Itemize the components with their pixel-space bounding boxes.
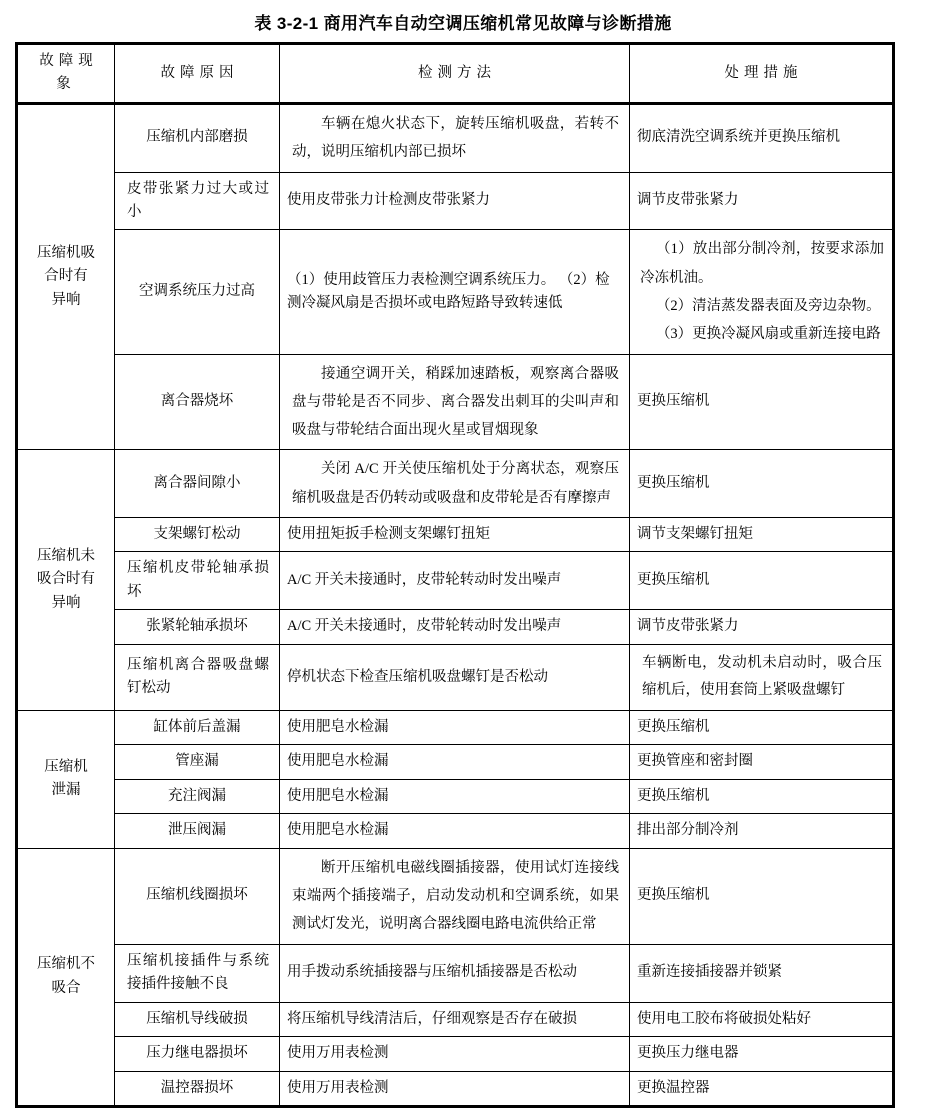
category-line: 泄漏	[51, 782, 81, 799]
method-cell: 使用肥皂水检漏	[280, 745, 630, 779]
action-cell	[630, 230, 894, 354]
category-line: 吸合	[51, 979, 81, 996]
action-cell: 调节皮带张紧力	[630, 610, 894, 644]
cause-cell: 缸体前后盖漏	[115, 710, 280, 744]
action-cell: 使用电工胶布将破损处粘好	[630, 1002, 894, 1036]
cause-cell: 空调系统压力过高	[115, 230, 280, 354]
table-row	[17, 848, 894, 944]
header-fault-symptom-label: 故障现象	[39, 53, 98, 93]
header-fault-symptom	[17, 44, 115, 104]
header-detection-method-label: 检测方法	[418, 64, 496, 81]
method-cell: 停机状态下检查压缩机吸盘螺钉是否松动	[280, 644, 630, 710]
action-cell: 车辆断电，发动机未启动时，吸合压缩机后，使用套筒上紧吸盘螺钉	[630, 644, 894, 710]
action-cell: 更换温控器	[630, 1071, 894, 1106]
category-cell-group-2	[17, 450, 115, 711]
method-cell: 使用肥皂水检漏	[280, 779, 630, 813]
method-list-item: （2）检测冷凝风扇是否损坏或电路短路导致转速低	[287, 271, 610, 311]
category-line: 压缩机吸	[37, 244, 95, 261]
action-cell: 彻底清洗空调系统并更换压缩机	[630, 103, 894, 172]
method-list-item: （1）使用歧管压力表检测空调系统压力。	[287, 271, 556, 288]
cause-cell: 离合器间隙小	[115, 450, 280, 518]
action-cell: 调节皮带张紧力	[630, 172, 894, 230]
action-cell: 更换压缩机	[630, 848, 894, 944]
cause-cell: 皮带张紧力过大或过小	[115, 172, 280, 230]
method-cell: 使用肥皂水检漏	[280, 710, 630, 744]
method-cell: 使用肥皂水检漏	[280, 814, 630, 848]
action-cell: 重新连接插接器并锁紧	[630, 944, 894, 1002]
table-row	[17, 517, 894, 551]
table-caption: 表 3-2-1 商用汽车自动空调压缩机常见故障与诊断措施	[254, 14, 672, 33]
table-row	[17, 779, 894, 813]
method-cell: 使用万用表检测	[280, 1071, 630, 1106]
cause-cell: 充注阀漏	[115, 779, 280, 813]
action-cell: 更换压缩机	[630, 354, 894, 450]
table-header	[17, 44, 894, 104]
action-cell: 更换管座和密封圈	[630, 745, 894, 779]
action-cell: 更换压缩机	[630, 552, 894, 610]
cause-cell: 压缩机皮带轮轴承损坏	[115, 552, 280, 610]
header-fault-cause	[115, 44, 280, 104]
category-line: 异响	[51, 291, 81, 308]
category-cell-group-1	[17, 103, 115, 449]
cause-cell: 压缩机离合器吸盘螺钉松动	[115, 644, 280, 710]
category-line: 压缩机未	[37, 547, 95, 564]
header-treatment-measure	[630, 44, 894, 104]
category-cell-group-4	[17, 848, 115, 1106]
header-treatment-measure-label: 处理措施	[724, 64, 803, 81]
table-row	[17, 644, 894, 710]
table-row	[17, 745, 894, 779]
table-row	[17, 172, 894, 230]
table-row	[17, 610, 894, 644]
table-row	[17, 230, 894, 354]
cause-cell: 压力继电器损坏	[115, 1037, 280, 1071]
method-cell: 将压缩机导线清洁后，仔细观察是否存在破损	[280, 1002, 630, 1036]
method-cell: 关闭 A/C 开关使压缩机处于分离状态，观察压缩机吸盘是否仍转动或吸盘和皮带轮是否有摩擦声	[280, 450, 630, 518]
method-cell: 使用万用表检测	[280, 1037, 630, 1071]
cause-cell: 支架螺钉松动	[115, 517, 280, 551]
cause-cell: 管座漏	[115, 745, 280, 779]
method-cell: 使用皮带张力计检测皮带张紧力	[280, 172, 630, 230]
table-row	[17, 1002, 894, 1036]
method-cell: A/C 开关未接通时，皮带轮转动时发出噪声	[280, 610, 630, 644]
action-list-item: （2）清洁蒸发器表面及旁边杂物。	[655, 298, 881, 314]
cause-cell: 压缩机线圈损坏	[115, 848, 280, 944]
table-row	[17, 552, 894, 610]
cause-cell: 压缩机接插件与系统接插件接触不良	[115, 944, 280, 1002]
method-cell: 使用扭矩扳手检测支架螺钉扭矩	[280, 517, 630, 551]
category-line: 压缩机不	[37, 956, 95, 973]
method-cell: 用手拨动系统插接器与压缩机插接器是否松动	[280, 944, 630, 1002]
category-line: 吸合时有	[37, 571, 95, 588]
table-row	[17, 103, 894, 172]
method-cell: 接通空调开关，稍踩加速踏板，观察离合器吸盘与带轮是否不同步、离合器发出刺耳的尖叫声和吸盘与带轮结合面出现火星或冒烟现象	[280, 354, 630, 450]
table-body	[17, 103, 894, 1106]
cause-cell: 温控器损坏	[115, 1071, 280, 1106]
action-cell: 更换压缩机	[630, 779, 894, 813]
method-cell: 车辆在熄火状态下，旋转压缩机吸盘，若转不动，说明压缩机内部已损坏	[280, 103, 630, 172]
table-row	[17, 1071, 894, 1106]
action-cell: 更换压力继电器	[630, 1037, 894, 1071]
header-fault-cause-label: 故障原因	[160, 64, 239, 81]
action-list-item: （1）放出部分制冷剂，按要求添加冷冻机油。	[640, 241, 884, 286]
cause-cell: 张紧轮轴承损坏	[115, 610, 280, 644]
action-cell: 更换压缩机	[630, 710, 894, 744]
table-row	[17, 1037, 894, 1071]
header-detection-method	[280, 44, 630, 104]
cause-cell: 压缩机导线破损	[115, 1002, 280, 1036]
table-row	[17, 814, 894, 848]
fault-diagnosis-table	[15, 42, 895, 1108]
category-line: 压缩机	[44, 758, 88, 775]
header-row	[17, 44, 894, 104]
category-cell-group-3	[17, 710, 115, 848]
table-row	[17, 354, 894, 450]
method-cell: A/C 开关未接通时，皮带轮转动时发出噪声	[280, 552, 630, 610]
method-cell: 断开压缩机电磁线圈插接器，使用试灯连接线束端两个插接端子，启动发动机和空调系统，如果测试灯发光，说明离合器线圈电路电流供给正常	[280, 848, 630, 944]
table-row	[17, 710, 894, 744]
action-list-item: （3）更换冷凝风扇或重新连接电路	[655, 326, 881, 343]
table-row	[17, 450, 894, 518]
action-cell: 更换压缩机	[630, 450, 894, 518]
action-cell: 调节支架螺钉扭矩	[630, 517, 894, 551]
cause-cell: 压缩机内部磨损	[115, 103, 280, 172]
action-cell: 排出部分制冷剂	[630, 814, 894, 848]
cause-cell: 离合器烧坏	[115, 354, 280, 450]
category-line: 异响	[51, 594, 81, 611]
table-row	[17, 944, 894, 1002]
category-line: 合时有	[44, 268, 88, 285]
cause-cell: 泄压阀漏	[115, 814, 280, 848]
method-cell	[280, 230, 630, 354]
